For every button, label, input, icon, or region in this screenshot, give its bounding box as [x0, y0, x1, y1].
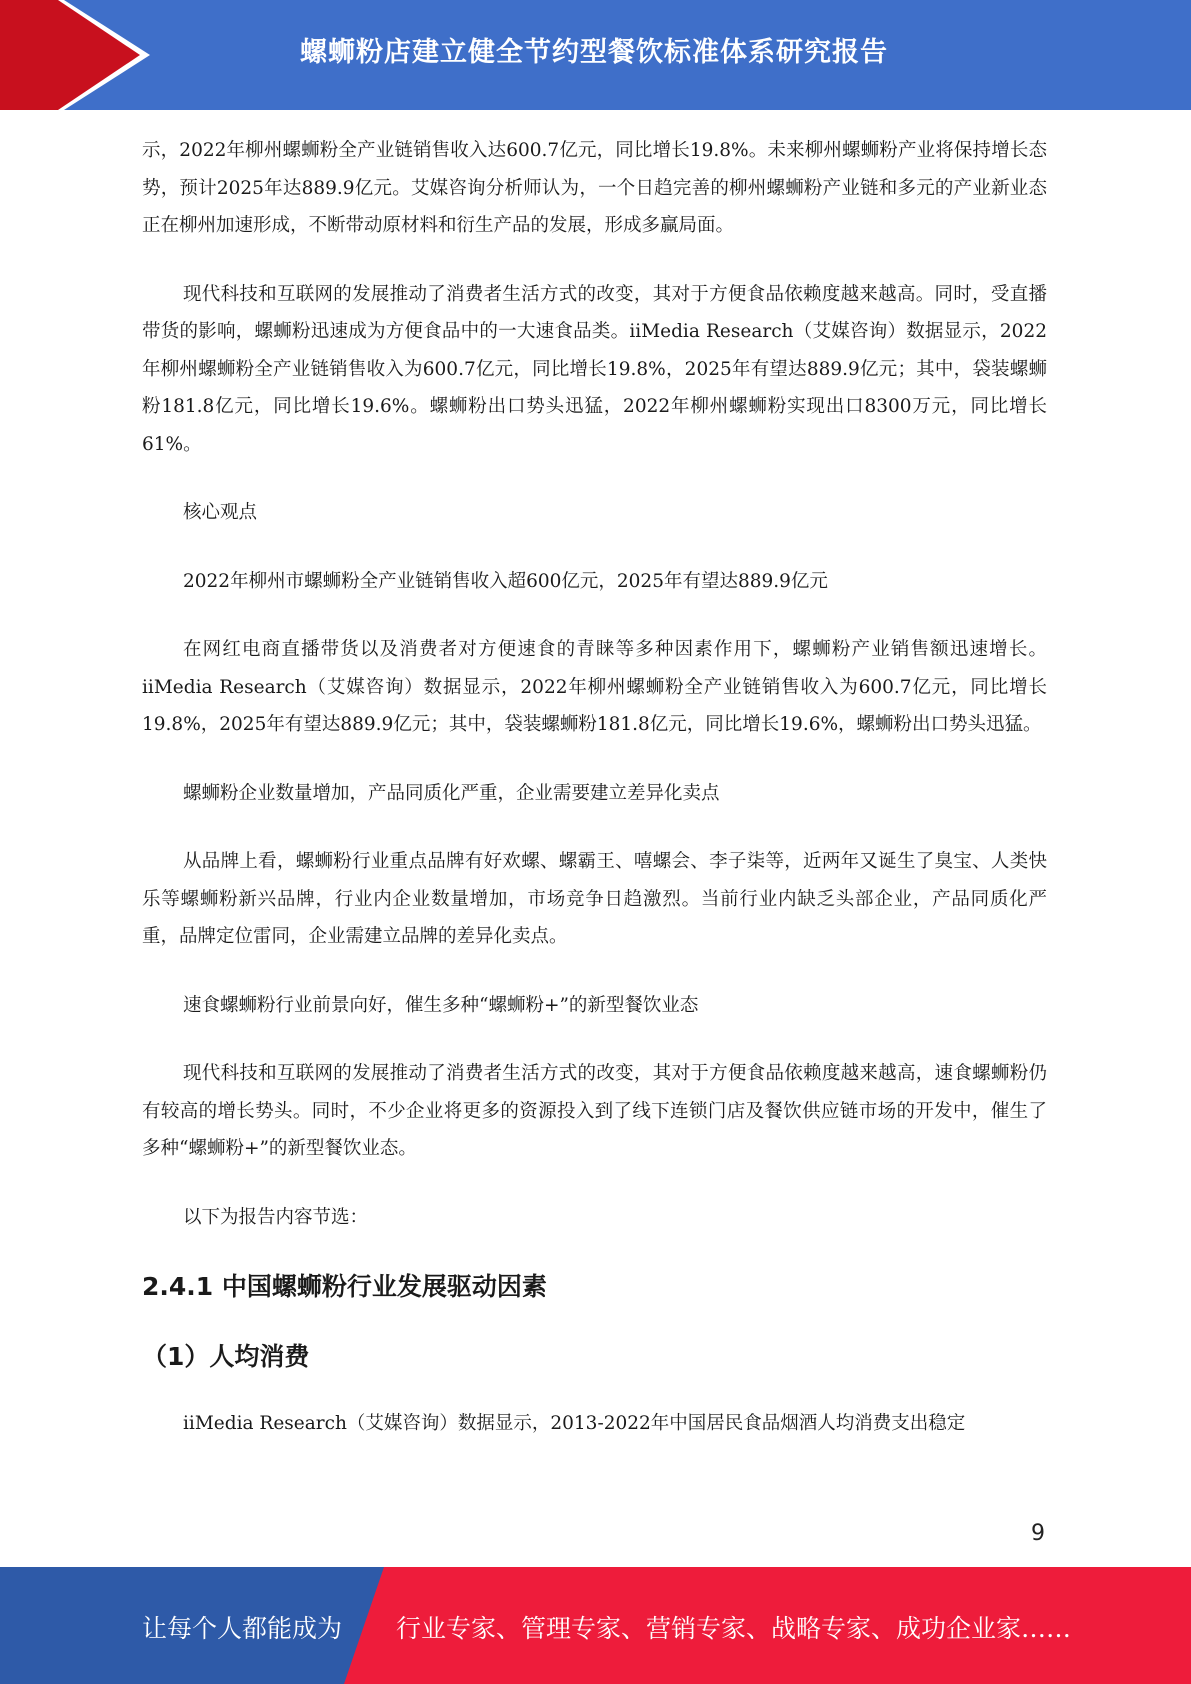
paragraph: iiMedia Research（艾媒咨询）数据显示，2013-2022年中国居民食品烟酒人均消费支出稳定	[183, 1413, 966, 1434]
page-footer	[0, 1567, 1191, 1684]
section-heading: 2.4.1 中国螺蛳粉行业发展驱动因素	[142, 1272, 547, 1301]
page-header	[0, 0, 1191, 110]
viewpoint-heading: 速食螺蛳粉行业前景向好，催生多种“螺蛳粉+”的新型餐饮业态	[183, 994, 699, 1016]
header-title: 螺蛳粉店建立健全节约型餐饮标准体系研究报告	[300, 37, 888, 68]
viewpoint-heading: 2022年柳州市螺蛳粉全产业链销售收入超600亿元，2025年有望达889.9亿元	[183, 570, 828, 592]
paragraph: 现代科技和互联网的发展推动了消费者生活方式的改变，其对于方便食品依赖度越来越高，速食螺蛳粉仍有较高的增长势头。同时，不少企业将更多的资源投入到了线下连锁门店及餐饮供应链市场的开发中，催生了多种“螺蛳粉+”的新型餐饮业态。	[142, 1063, 1047, 1159]
core-viewpoint-label: 核心观点	[183, 502, 258, 523]
subsection-heading: （1）人均消费	[142, 1342, 310, 1371]
paragraph: 在网红电商直播带货以及消费者对方便速食的青睐等多种因素作用下，螺蛳粉产业销售额迅速增长。iiMedia Research（艾媒咨询）数据显示，2022年柳州螺蛳粉全产业链销售收入为600.7亿元，同比增长19.8%，2025年有望达889.9亿元；其中，袋装螺蛳粉181.8亿元，同比增长19.6%，螺蛳粉出口势头迅猛。	[142, 639, 1047, 735]
paragraph: 从品牌上看，螺蛳粉行业重点品牌有好欢螺、螺霸王、嘻螺会、李子柒等，近两年又诞生了臭宝、人类快乐等螺蛳粉新兴品牌，行业内企业数量增加，市场竞争日趋激烈。当前行业内缺乏头部企业，产品同质化严重，品牌定位雷同，企业需建立品牌的差异化卖点。	[142, 851, 1047, 947]
footer-slogan-left: 让每个人都能成为	[142, 1614, 343, 1643]
page-number: 9	[1031, 1521, 1045, 1546]
footer-slogan-right: 行业专家、管理专家、营销专家、战略专家、成功企业家……	[396, 1614, 1072, 1643]
paragraph: 示，2022年柳州螺蛳粉全产业链销售收入达600.7亿元，同比增长19.8%。未来柳州螺蛳粉产业将保持增长态势，预计2025年达889.9亿元。艾媒咨询分析师认为，一个日趋完善的柳州螺蛳粉产业链和多元的产业新业态正在柳州加速形成，不断带动原材料和衍生产品的发展，形成多赢局面。	[142, 140, 1047, 236]
page-content	[142, 132, 1047, 1474]
paragraph: 现代科技和互联网的发展推动了消费者生活方式的改变，其对于方便食品依赖度越来越高。同时，受直播带货的影响，螺蛳粉迅速成为方便食品中的一大速食品类。iiMedia Research（艾媒咨询）数据显示，2022年柳州螺蛳粉全产业链销售收入为600.7亿元，同比增长19.8%，2025年有望达889.9亿元；其中，袋装螺蛳粉181.8亿元，同比增长19.6%。螺蛳粉出口势头迅猛，2022年柳州螺蛳粉实现出口8300万元，同比增长61%。	[142, 283, 1047, 455]
viewpoint-heading: 螺蛳粉企业数量增加，产品同质化严重，企业需要建立差异化卖点	[183, 782, 720, 804]
excerpt-intro: 以下为报告内容节选：	[183, 1206, 369, 1228]
